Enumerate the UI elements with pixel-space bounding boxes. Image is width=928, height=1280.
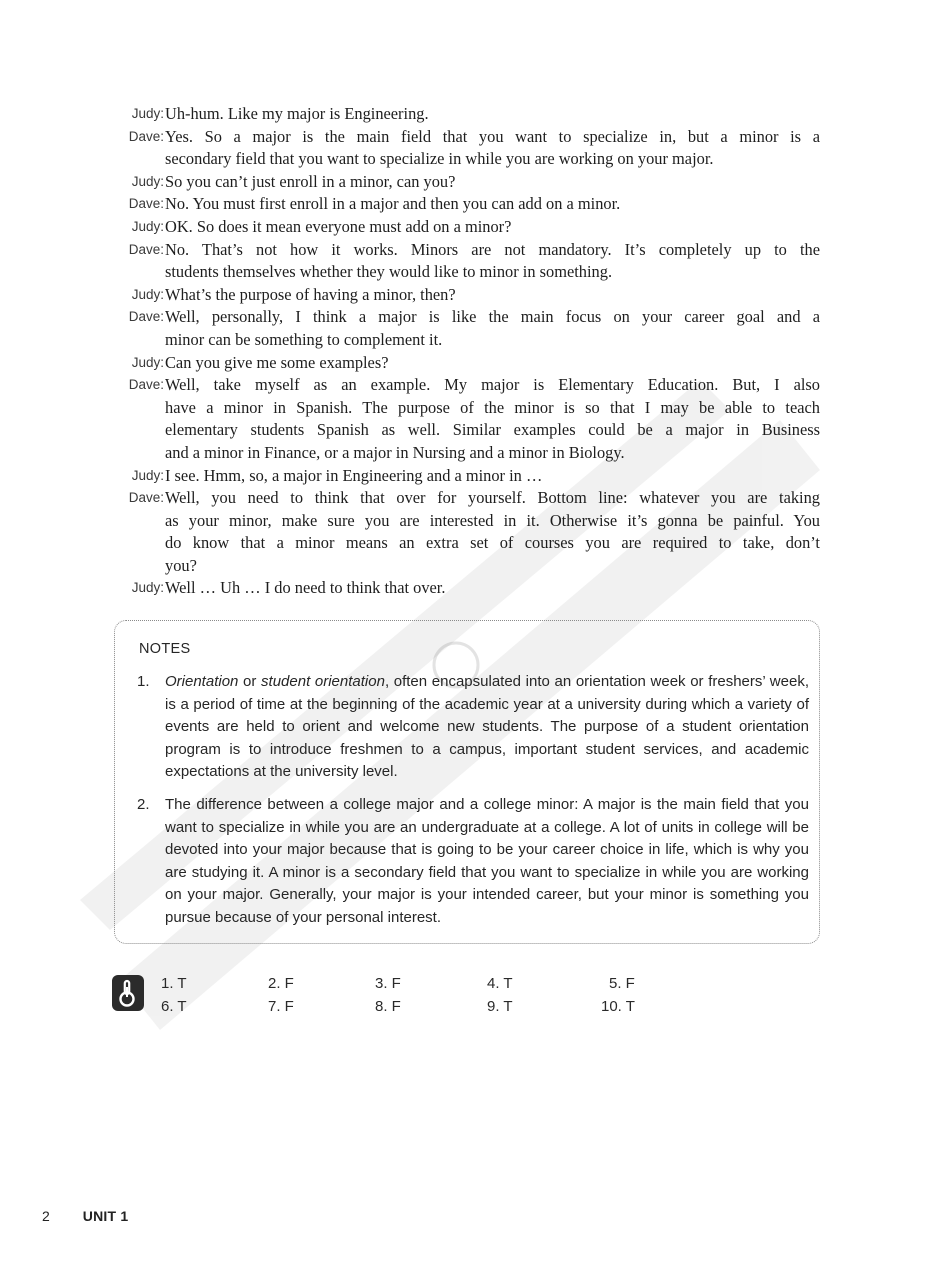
answer-item: 8. F xyxy=(375,998,401,1015)
dialogue xyxy=(112,103,820,600)
speaker-label: Judy: xyxy=(131,467,164,483)
speaker-label: Judy: xyxy=(131,354,164,370)
speech-text: Well … Uh … I do need to think that over. xyxy=(165,578,446,598)
note-text xyxy=(165,671,809,784)
speaker-label xyxy=(112,261,165,284)
dialogue-line xyxy=(112,306,820,329)
note-term: student orientation xyxy=(261,673,385,690)
speaker-label: Judy: xyxy=(131,173,164,189)
page-footer xyxy=(42,1208,128,1224)
answer-item: 3. F xyxy=(375,975,401,992)
notes-box xyxy=(114,620,820,944)
speech-text: secondary field that you want to specialize in while you are working on your major. xyxy=(165,149,714,169)
dialogue-line xyxy=(112,532,820,555)
dialogue-line xyxy=(112,239,820,262)
dialogue-line xyxy=(112,374,820,397)
dialogue-line xyxy=(112,352,820,375)
speaker-label xyxy=(112,397,165,420)
speaker-label xyxy=(112,555,165,578)
speaker-label: Dave: xyxy=(128,196,164,212)
dialogue-line xyxy=(112,148,820,171)
note-body: The difference between a college major and a college minor: A major is the main field that you want to specialize in while you are an undergraduate at a college. A lot of units in college will be devoted into your major because that is going to be your career choice in life, which is why you are studying it. A minor is a secondary field that you want to specialize in while you are working on your major. Generally, your major is your intended career, but your minor is something you pursue because of your personal interest. xyxy=(165,796,809,926)
dialogue-line xyxy=(112,397,820,420)
speech-text: as your minor, make sure you are interested in it. Otherwise it’s gonna be painful. You xyxy=(165,510,820,530)
dialogue-line xyxy=(112,103,820,126)
dialogue-line xyxy=(112,577,820,600)
speaker-label: Judy: xyxy=(131,106,164,121)
answer-item: 7. F xyxy=(268,998,294,1015)
speaker-label: Dave: xyxy=(128,377,164,393)
dialogue-line xyxy=(112,555,820,578)
speaker-label xyxy=(112,532,165,555)
speaker-label: Judy: xyxy=(131,580,164,596)
speech-text: do know that a minor means an extra set of courses you are required to take, don’t xyxy=(165,533,820,553)
speech-text: minor can be something to complement it. xyxy=(165,329,443,349)
dialogue-line xyxy=(112,510,820,533)
speaker-label: Dave: xyxy=(128,490,164,506)
answer-item: 1. T xyxy=(161,975,187,992)
note-number: 2. xyxy=(137,796,150,813)
speech-text: have a minor in Spanish. The purpose of the minor is so that I may be able to teach xyxy=(165,397,820,417)
speaker-label xyxy=(112,442,165,465)
speech-text: No. That’s not how it works. Minors are not mandatory. It’s completely up to the xyxy=(165,239,820,259)
dialogue-line xyxy=(112,261,820,284)
speech-text: Can you give me some examples? xyxy=(165,352,389,372)
speaker-label xyxy=(112,329,165,352)
note-number: 1. xyxy=(137,673,150,690)
answer-item: 9. T xyxy=(487,998,513,1015)
thermometer-key-icon xyxy=(112,975,144,1011)
speech-text: you? xyxy=(165,555,197,575)
note-item xyxy=(137,671,809,784)
speech-text: Well, you need to think that over for yourself. Bottom line: whatever you are taking xyxy=(165,488,820,508)
answer-item: 5. F xyxy=(609,975,635,992)
speaker-label: Dave: xyxy=(128,128,164,144)
answer-item: 4. T xyxy=(487,975,513,992)
unit-label: UNIT 1 xyxy=(82,1208,129,1224)
speech-text: OK. So does it mean everyone must add on a minor? xyxy=(165,216,512,236)
speech-text: No. You must first enroll in a major and then you can add on a minor. xyxy=(165,194,621,214)
speaker-label xyxy=(112,510,165,533)
dialogue-line xyxy=(112,126,820,149)
note-connector: or xyxy=(238,673,262,690)
speech-text: So you can’t just enroll in a minor, can you? xyxy=(165,171,456,191)
dialogue-line xyxy=(112,216,820,239)
dialogue-line xyxy=(112,284,820,307)
speech-text: Well, take myself as an example. My major is Elementary Education. But, I also xyxy=(165,375,820,395)
speaker-label: Dave: xyxy=(128,309,164,325)
dialogue-line xyxy=(112,329,820,352)
speech-text: students themselves whether they would like to minor in something. xyxy=(165,262,613,282)
dialogue-line xyxy=(112,487,820,510)
note-term: Orientation xyxy=(165,673,239,690)
dialogue-line xyxy=(112,193,820,216)
speaker-label: Judy: xyxy=(131,218,164,234)
answer-item: 6. T xyxy=(161,998,187,1015)
speech-text: and a minor in Finance, or a major in Nursing and a minor in Biology. xyxy=(165,442,625,462)
speech-text: Yes. So a major is the main field that you want to specialize in, but a minor is a xyxy=(165,126,820,146)
answer-key xyxy=(112,973,672,1023)
dialogue-line xyxy=(112,442,820,465)
speaker-label xyxy=(112,148,165,171)
dialogue-line xyxy=(112,465,820,488)
answer-item: 2. F xyxy=(268,975,294,992)
note-body: , often encapsulated into an orientation week or freshers’ week, is a period of time at the beginning of the academic year at a university during which a variety of events are held to orient and welcome new students. The purpose of a student orientation program is to introduce freshmen to a campus, important student services, and academic expectations at the university level. xyxy=(165,673,809,780)
speech-text: I see. Hmm, so, a major in Engineering and a minor in … xyxy=(165,465,543,485)
speaker-label: Judy: xyxy=(131,286,164,302)
speech-text: Uh-hum. Like my major is Engineering. xyxy=(165,104,429,123)
speech-text: elementary students Spanish as well. Similar examples could be a major in Business xyxy=(165,420,820,440)
page-number: 2 xyxy=(42,1208,50,1224)
speech-text: Well, personally, I think a major is like the main focus on your career goal and a xyxy=(165,307,820,327)
speaker-label: Dave: xyxy=(128,241,164,257)
speaker-label xyxy=(112,419,165,442)
answer-item: 10. T xyxy=(601,998,635,1015)
notes-title: NOTES xyxy=(139,641,191,657)
note-item xyxy=(137,794,809,929)
speech-text: What’s the purpose of having a minor, then? xyxy=(165,284,456,304)
dialogue-line xyxy=(112,419,820,442)
dialogue-line xyxy=(112,171,820,194)
